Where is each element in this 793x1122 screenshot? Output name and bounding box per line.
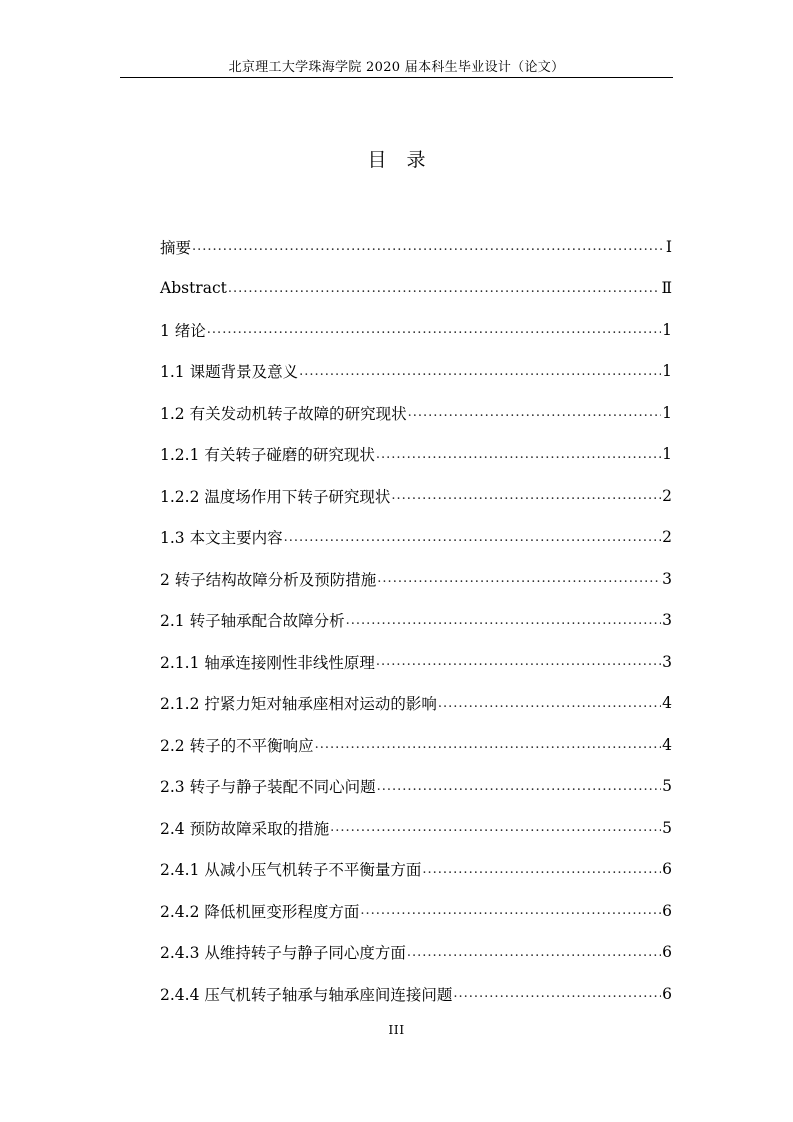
toc-leader-dots [408,405,662,420]
toc-leader-dots [407,945,661,960]
toc-entry-page: 4 [662,694,672,713]
toc-entry-page: Ⅱ [661,279,672,298]
toc-leader-dots [453,986,661,1001]
toc-entry-page: 6 [662,943,672,962]
toc-entry-label: 2.1.1 轴承连接刚性非线性原理 [160,653,375,672]
toc-entry[interactable] [160,268,672,310]
toc-entry-label: Abstract [160,279,227,298]
toc-entry[interactable] [160,475,672,517]
page-title [0,145,793,172]
toc-entry-page: Ⅰ [665,237,672,256]
toc-entry-label: 1.2 有关发动机转子故障的研究现状 [160,404,407,423]
toc-leader-dots [377,571,661,586]
toc-entry-page: 1 [662,445,672,464]
toc-entry[interactable] [160,641,672,683]
toc-entry-label: 1.3 本文主要内容 [160,529,283,548]
toc-entry[interactable] [160,434,672,476]
toc-leader-dots [192,239,665,254]
toc-entry-label: 1.2.1 有关转子碰磨的研究现状 [160,446,375,465]
toc-entry-page: 2 [662,528,672,547]
toc-entry-label: 1.2.2 温度场作用下转子研究现状 [160,487,391,506]
toc-leader-dots [376,447,661,462]
toc-entry-label: 2.4.3 从维持转子与静子同心度方面 [160,944,406,963]
toc-entry-page: 6 [662,984,672,1003]
toc-entry-page: 6 [662,901,672,920]
toc-entry-label: 2.4.2 降低机匣变形程度方面 [160,902,360,921]
toc-entry-page: 2 [662,486,672,505]
toc-entry[interactable] [160,890,672,932]
toc-entry[interactable] [160,683,672,725]
toc-entry[interactable] [160,351,672,393]
toc-entry-page: 3 [662,652,672,671]
toc-entry[interactable] [160,392,672,434]
toc-leader-dots [377,779,662,794]
toc-entry-label: 1.1 课题背景及意义 [160,363,299,382]
toc-entry-label: 2.3 转子与静子装配不同心问题 [160,778,376,797]
toc-entry-page: 1 [662,362,672,381]
toc-entry-page: 5 [662,777,672,796]
toc-entry[interactable] [160,807,672,849]
toc-entry-label: 1 绪论 [160,321,206,340]
toc-leader-dots [376,654,661,669]
toc-entry-label: 2.4.1 从减小压气机转子不平衡量方面 [160,861,422,880]
toc-entry-page: 3 [662,611,672,630]
toc-entry[interactable] [160,724,672,766]
page-header: 北京理工大学珠海学院 2020 届本科生毕业设计（论文） [228,60,565,75]
toc-leader-dots [346,613,662,628]
toc-entry[interactable] [160,766,672,808]
header-divider [120,77,673,78]
toc-entry-page: 6 [662,860,672,879]
toc-entry[interactable] [160,517,672,559]
toc-entry-page: 4 [662,735,672,754]
toc-leader-dots [315,737,662,752]
toc-entry-label: 2.2 转子的不平衡响应 [160,736,314,755]
toc-leader-dots [330,820,661,835]
toc-entry-page: 5 [662,818,672,837]
title-char-1: 目 [367,149,387,171]
toc-entry[interactable] [160,973,672,1015]
page-number: III [388,1022,405,1037]
toc-leader-dots [422,862,661,877]
toc-leader-dots [391,488,661,503]
toc-leader-dots [438,696,661,711]
toc-entry-label: 2.4 预防故障采取的措施 [160,819,330,838]
toc-entry-label: 2.1 转子轴承配合故障分析 [160,612,345,631]
toc-entry-label: 2 转子结构故障分析及预防措施 [160,570,377,589]
toc-entry-label: 2.1.2 拧紧力矩对轴承座相对运动的影响 [160,695,437,714]
title-char-2: 录 [406,149,426,171]
toc-leader-dots [299,364,661,379]
toc-entry[interactable] [160,558,672,600]
toc-entry-page: 1 [662,403,672,422]
table-of-contents [160,226,672,1015]
toc-entry[interactable] [160,849,672,891]
toc-leader-dots [360,903,661,918]
toc-entry-page: 1 [662,320,672,339]
toc-entry-label: 2.4.4 压气机转子轴承与轴承座间连接问题 [160,985,453,1004]
toc-entry[interactable] [160,932,672,974]
toc-leader-dots [207,322,661,337]
toc-entry[interactable] [160,309,672,351]
toc-entry-page: 3 [662,569,672,588]
toc-entry[interactable] [160,600,672,642]
toc-leader-dots [228,281,661,296]
toc-entry-label: 摘要 [160,238,192,257]
toc-leader-dots [284,530,662,545]
toc-entry[interactable] [160,226,672,268]
